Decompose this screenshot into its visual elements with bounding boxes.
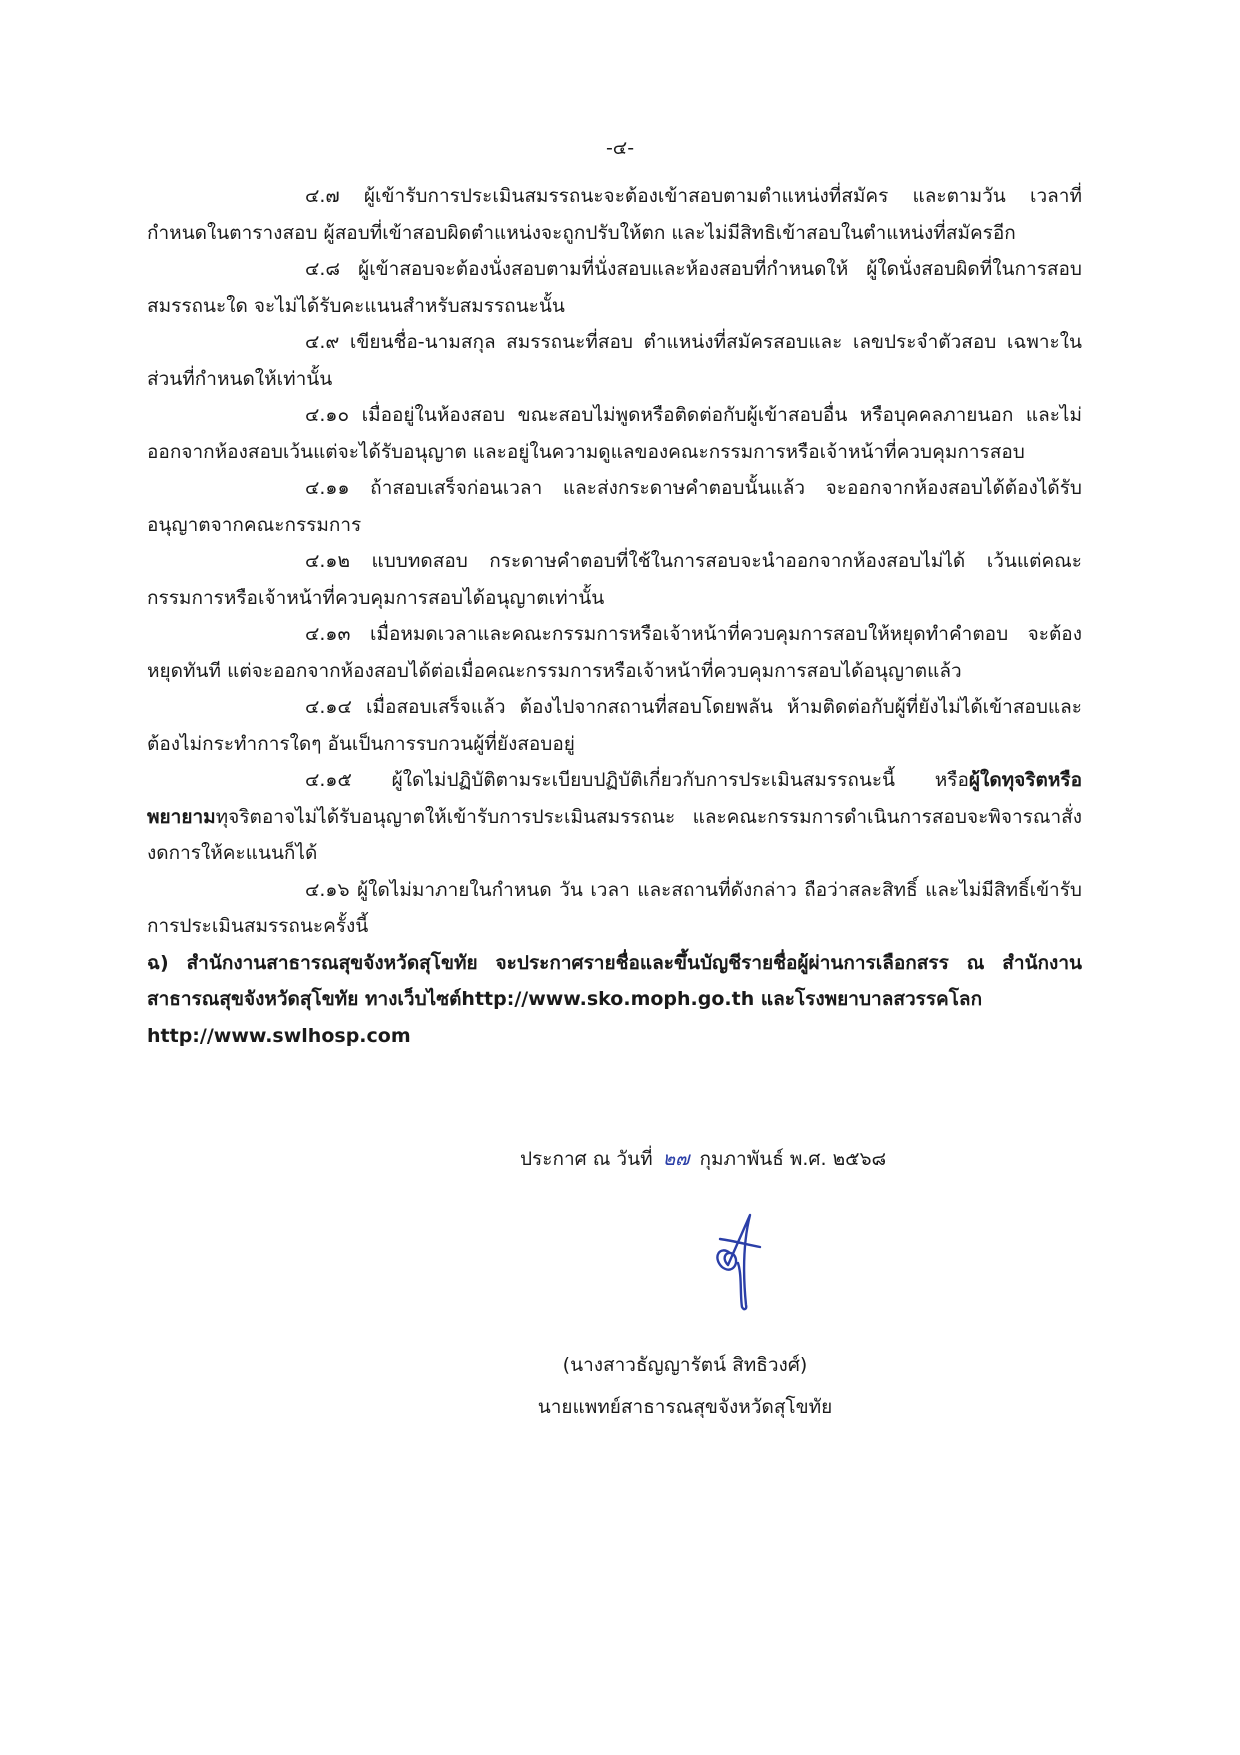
rule-4-16: ๔.๑๖ ผู้ใดไม่มาภายในกำหนด วัน เวลา และสถานที่ดังกล่าว ถือว่าสละสิทธิ์ และไม่มีสิทธิ์เข้ารับการประเมินสมรรถนะครั้งนี้ — [147, 878, 1082, 937]
rule-4-7: ๔.๗ ผู้เข้ารับการประเมินสมรรถนะจะต้องเข้าสอบตามตำแหน่งที่สมัคร และตามวัน เวลาที่กำหนดในตารางสอบ ผู้สอบที่เข้าสอบผิดตำแหน่งจะถูกปรับให้ตก และไม่มีสิทธิเข้าสอบในตำแหน่งที่สมัครอีก — [147, 185, 1082, 244]
rule-4-13: ๔.๑๓ เมื่อหมดเวลาและคณะกรรมการหรือเจ้าหน้าที่ควบคุมการสอบให้หยุดทำคำตอบ จะต้องหยุดทันที แต่จะออกจากห้องสอบได้ต่อเมื่อคณะกรรมการหรือเจ้าหน้าที่ควบคุมการสอบได้อนุญาตแล้ว — [147, 623, 1082, 682]
rule-4-15-start: ๔.๑๕ ผู้ใดไม่ปฏิบัติตามระเบียบปฏิบัติเกี่ยวกับการประเมินสมรรถนะนี้ หรือ — [305, 769, 969, 791]
rule-4-15-bold: ผู้ใดทุจริตหรือพยายาม — [147, 769, 1082, 828]
rule-4-11: ๔.๑๑ ถ้าสอบเสร็จก่อนเวลา และส่งกระดาษคำตอบนั้นแล้ว จะออกจากห้องสอบได้ต้องได้รับอนุญาตจากคณะกรรมการ — [147, 477, 1082, 536]
handwritten-signature — [690, 1205, 780, 1315]
rule-4-15 — [147, 762, 1082, 872]
announcement-prefix: ประกาศ ณ วันที่ — [520, 1148, 653, 1170]
rule-4-15-end: ทุจริตอาจไม่ได้รับอนุญาตให้เข้ารับการประเมินสมรรถนะ และคณะกรรมการดำเนินการสอบจะพิจารณาสั่งงดการให้คะแนนก็ได้ — [147, 805, 1082, 864]
page-number: -๔- — [605, 137, 635, 159]
rule-4-12: ๔.๑๒ แบบทดสอบ กระดาษคำตอบที่ใช้ในการสอบจะนำออกจากห้องสอบไม่ได้ เว้นแต่คณะกรรมการหรือเจ้าหน้าที่ควบคุมการสอบได้อนุญาตเท่านั้น — [147, 550, 1082, 609]
rule-4-9: ๔.๙ เขียนชื่อ-นามสกุล สมรรถนะที่สอบ ตำแหน่งที่สมัครสอบและ เลขประจำตัวสอบ เฉพาะในส่วนที่กำหนดให้เท่านั้น — [147, 331, 1082, 390]
signer-name: (นางสาวธัญญารัตน์ สิทธิวงศ์) — [562, 1354, 808, 1376]
rule-4-8: ๔.๘ ผู้เข้าสอบจะต้องนั่งสอบตามที่นั่งสอบและห้องสอบที่กำหนดให้ ผู้ใดนั่งสอบผิดที่ในการสอบสมรรถนะใด จะไม่ได้รับคะแนนสำหรับสมรรถนะนั้น — [147, 258, 1082, 317]
announcement-month-year: กุมภาพันธ์ พ.ศ. ๒๕๖๘ — [699, 1148, 887, 1170]
rule-4-14: ๔.๑๔ เมื่อสอบเสร็จแล้ว ต้องไปจากสถานที่สอบโดยพลัน ห้ามติดต่อกับผู้ที่ยังไม่ได้เข้าสอบและต้องไม่กระทำการใดๆ อันเป็นการรบกวนผู้ที่ยังสอบอยู่ — [147, 696, 1082, 755]
rule-4-10: ๔.๑๐ เมื่ออยู่ในห้องสอบ ขณะสอบไม่พูดหรือติดต่อกับผู้เข้าสอบอื่น หรือบุคคลภายนอก และไม่ออกจากห้องสอบเว้นแต่จะได้รับอนุญาต และอยู่ในความดูแลของคณะกรรมการหรือเจ้าหน้าที่ควบคุมการสอบ — [147, 404, 1082, 463]
section-f-announcement: ฉ) สำนักงานสาธารณสุขจังหวัดสุโขทัย จะประกาศรายชื่อและขึ้นบัญชีรายชื่อผู้ผ่านการเลือกสรร ณ สำนักงานสาธารณสุขจังหวัดสุโขทัย ทางเว็บไซต์http://www.sko.moph.go.th และโรงพยาบาลสวรรคโลก — [147, 951, 1082, 1010]
signer-title: นายแพทย์สาธารณสุขจังหวัดสุโขทัย — [537, 1396, 833, 1418]
handwritten-day: ๒๗ — [662, 1148, 690, 1170]
announcement-date — [520, 1144, 886, 1174]
rules-body — [147, 178, 1082, 1054]
hospital-website-link[interactable]: http://www.swlhosp.com — [147, 1024, 411, 1047]
